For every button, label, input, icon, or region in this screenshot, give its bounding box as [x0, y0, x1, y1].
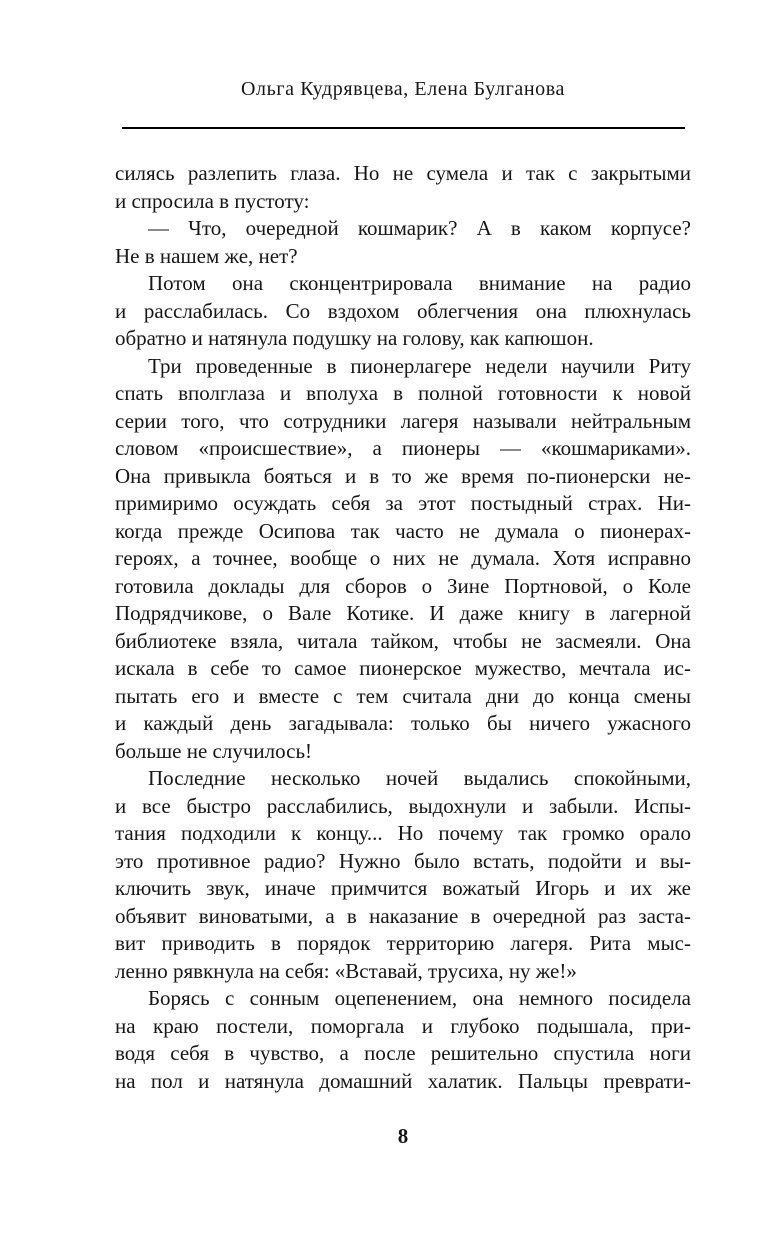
text-line: ключить звук, иначе примчится вожатый Игорь и их же [115, 876, 691, 900]
header-rule [122, 127, 685, 129]
text-line: Три проведенные в пионерлагере недели научили Риту [148, 353, 691, 378]
text-line: и все быстро расслабились, выдохнули и забыли. Испы- [115, 793, 691, 818]
text-line: Она привыкла бояться и в то же время по-пионерски не- [115, 463, 691, 488]
text-line: тания подходили к концу... Но почему так громко орало [115, 821, 691, 845]
text-line: силясь разлепить глаза. Но не сумела и так с закрытыми [115, 161, 691, 185]
text-line: искала в себе то самое пионерское мужество, мечтала ис- [115, 656, 691, 680]
text-line: Последние несколько ночей выдались спокойными, [148, 766, 691, 790]
text-line: больше не случилось! [115, 738, 313, 763]
text-line: серии того, что сотрудники лагеря называли нейтральным [115, 408, 691, 433]
page-number: 8 [397, 1124, 409, 1148]
text-line: примиримо осуждать себя за этот постыдный страх. Ни- [115, 491, 691, 515]
running-header-authors: Ольга Кудрявцева, Елена Булганова [240, 78, 566, 100]
text-line: пытать его и вместе с тем считала дни до конца смены [115, 683, 691, 708]
text-line: словом «происшествие», а пионеры — «кошмариками». [115, 436, 691, 460]
text-line: объявит виноватыми, а в наказание в очередной раз заста- [115, 903, 691, 928]
text-line: Потом она сконцентрировала внимание на радио [148, 271, 691, 295]
text-line: и каждый день загадывала: только бы ничего ужасного [115, 711, 691, 735]
text-line: ленно рявкнула на себя: «Вставай, трусиха, ну же!» [115, 958, 577, 983]
text-line: и спросила в пустоту: [115, 188, 310, 213]
text-line: библиотеке взяла, читала тайком, чтобы не засмеяли. Она [115, 628, 691, 653]
text-line: Подрядчикове, о Вале Котике. И даже книгу в лагерной [115, 601, 691, 625]
text-line: — Что, очередной кошмарик? А в каком корпусе? [148, 216, 691, 240]
text-line: спать вполглаза и вполуха в полной готовности к новой [115, 381, 691, 405]
text-line: когда прежде Осипова так часто не думала о пионерах- [115, 518, 691, 543]
text-line: готовила доклады для сборов о Зине Портновой, о Коле [115, 573, 691, 598]
text-line: на краю постели, поморгала и глубоко подышала, при- [115, 1013, 691, 1038]
text-line: это противное радио? Нужно было встать, подойти и вы- [115, 848, 691, 873]
text-line: на пол и натянула домашний халатик. Пальцы преврати- [115, 1068, 691, 1093]
text-line: Не в нашем же, нет? [115, 243, 298, 268]
text-line: героях, а точнее, вообще о них не думала. Хотя исправно [115, 546, 691, 570]
body-text [115, 160, 691, 1095]
text-line: водя себя в чувство, а после решительно спустила ноги [115, 1041, 691, 1065]
text-line: и расслабилась. Со вздохом облегчения она плюхнулась [115, 298, 691, 323]
text-line: Борясь с сонным оцепенением, она немного посидела [148, 986, 691, 1010]
text-line: обратно и натянула подушку на голову, как капюшон. [115, 326, 594, 350]
text-line: вит приводить в порядок территорию лагеря. Рита мыс- [115, 931, 691, 955]
